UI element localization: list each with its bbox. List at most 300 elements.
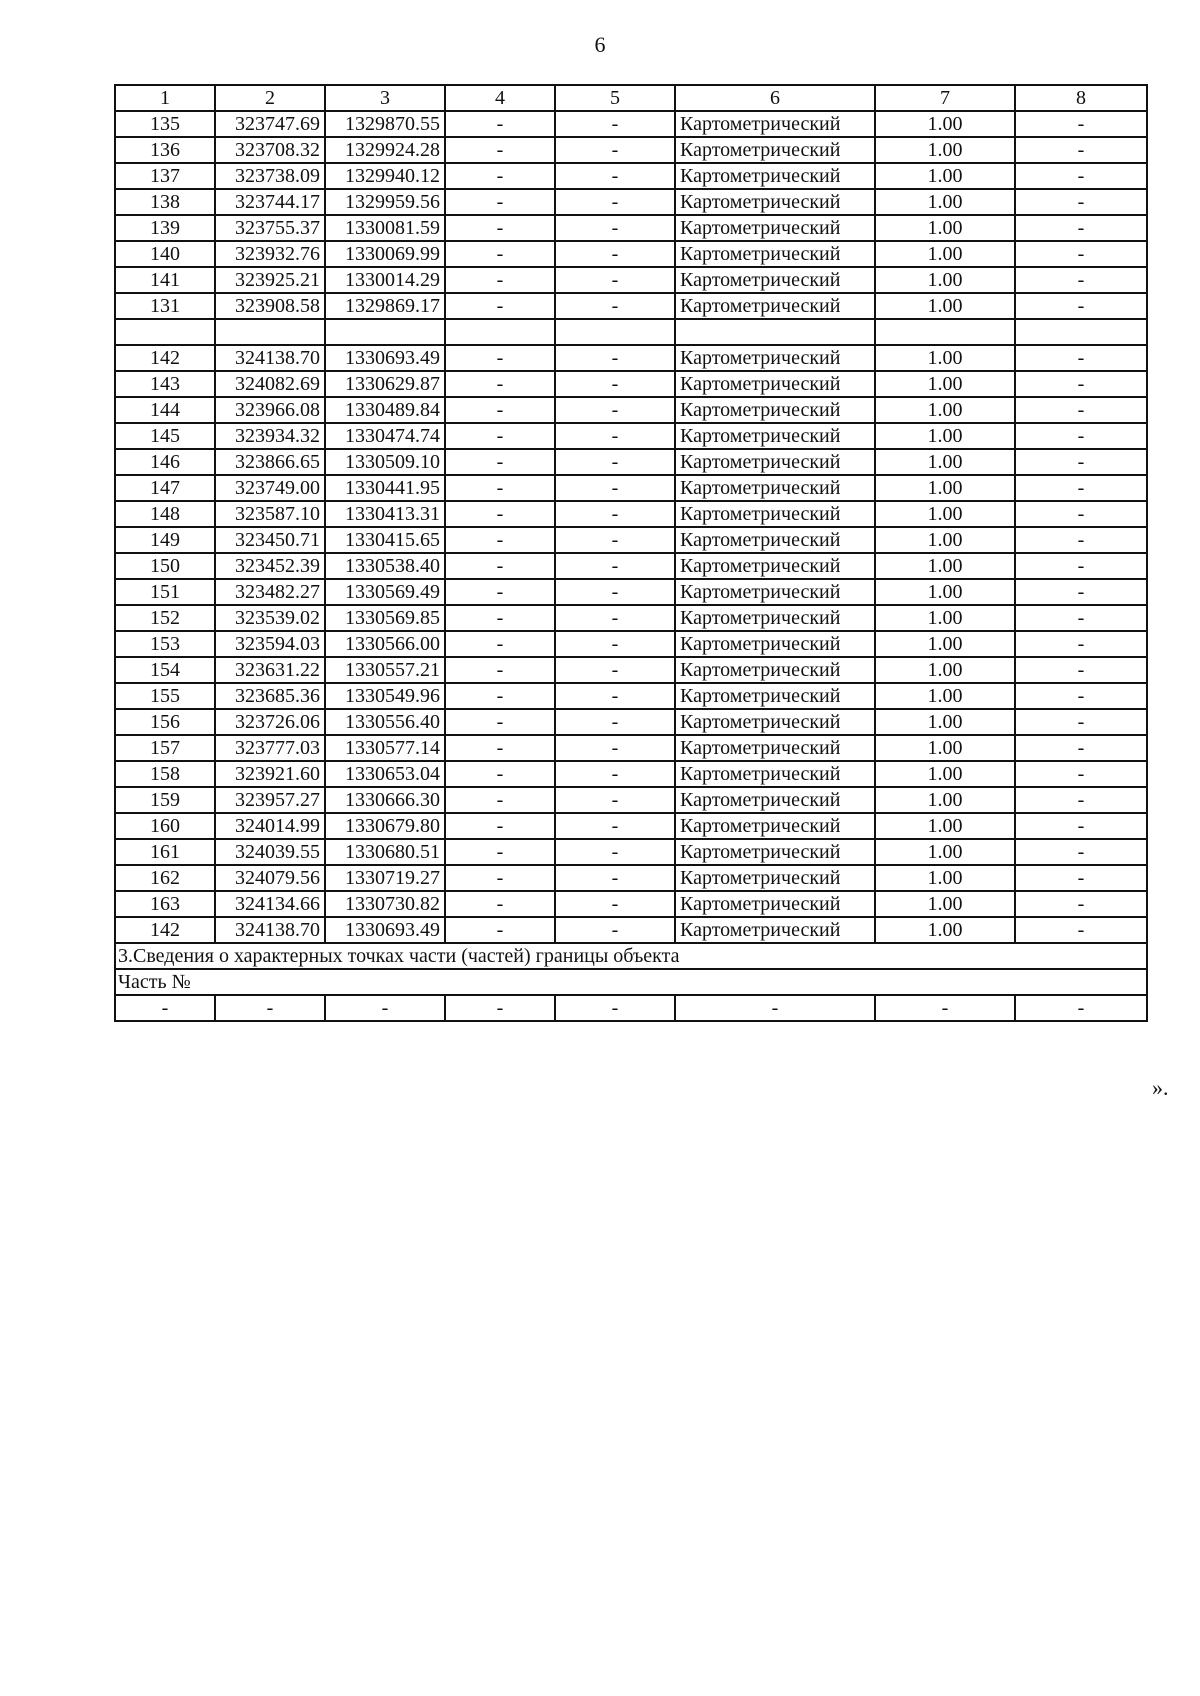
header-cell: 8 xyxy=(1015,85,1147,111)
col-5-cell: - xyxy=(555,449,675,475)
empty-cell xyxy=(675,319,875,345)
point-number-cell: 153 xyxy=(115,631,215,657)
col-4-cell: - xyxy=(445,683,555,709)
part-cell: - xyxy=(555,995,675,1021)
header-cell: 1 xyxy=(115,85,215,111)
col-8-cell: - xyxy=(1015,579,1147,605)
col-4-cell: - xyxy=(445,241,555,267)
accuracy-cell: 1.00 xyxy=(875,397,1015,423)
col-8-cell: - xyxy=(1015,683,1147,709)
method-cell: Картометрический xyxy=(675,397,875,423)
col-8-cell: - xyxy=(1015,527,1147,553)
col-5-cell: - xyxy=(555,683,675,709)
col-5-cell: - xyxy=(555,917,675,943)
part-cell: - xyxy=(875,995,1015,1021)
table-row xyxy=(115,683,1147,709)
col-4-cell: - xyxy=(445,579,555,605)
method-cell: Картометрический xyxy=(675,709,875,735)
col-8-cell: - xyxy=(1015,449,1147,475)
method-cell: Картометрический xyxy=(675,631,875,657)
method-cell: Картометрический xyxy=(675,527,875,553)
accuracy-cell: 1.00 xyxy=(875,527,1015,553)
col-4-cell: - xyxy=(445,891,555,917)
point-number-cell: 146 xyxy=(115,449,215,475)
table-row xyxy=(115,631,1147,657)
empty-cell xyxy=(115,319,215,345)
col-5-cell: - xyxy=(555,189,675,215)
col-8-cell: - xyxy=(1015,631,1147,657)
col-8-cell: - xyxy=(1015,293,1147,319)
col-8-cell: - xyxy=(1015,501,1147,527)
point-number-cell: 150 xyxy=(115,553,215,579)
method-cell: Картометрический xyxy=(675,553,875,579)
table-row xyxy=(115,267,1147,293)
header-cell: 4 xyxy=(445,85,555,111)
accuracy-cell: 1.00 xyxy=(875,735,1015,761)
col-4-cell: - xyxy=(445,345,555,371)
method-cell: Картометрический xyxy=(675,241,875,267)
accuracy-cell: 1.00 xyxy=(875,553,1015,579)
accuracy-cell: 1.00 xyxy=(875,865,1015,891)
col-5-cell: - xyxy=(555,709,675,735)
coord-x-cell: 323631.22 xyxy=(215,657,325,683)
col-8-cell: - xyxy=(1015,787,1147,813)
point-number-cell: 158 xyxy=(115,761,215,787)
coord-y-cell: 1330693.49 xyxy=(325,917,445,943)
coord-y-cell: 1330569.85 xyxy=(325,605,445,631)
coord-x-cell: 323685.36 xyxy=(215,683,325,709)
col-5-cell: - xyxy=(555,163,675,189)
coord-x-cell: 324082.69 xyxy=(215,371,325,397)
coord-y-cell: 1330653.04 xyxy=(325,761,445,787)
col-8-cell: - xyxy=(1015,241,1147,267)
method-cell: Картометрический xyxy=(675,839,875,865)
table-row xyxy=(115,111,1147,137)
accuracy-cell: 1.00 xyxy=(875,241,1015,267)
coord-x-cell: 323749.00 xyxy=(215,475,325,501)
header-cell: 3 xyxy=(325,85,445,111)
accuracy-cell: 1.00 xyxy=(875,215,1015,241)
method-cell: Картометрический xyxy=(675,189,875,215)
accuracy-cell: 1.00 xyxy=(875,813,1015,839)
col-4-cell: - xyxy=(445,553,555,579)
accuracy-cell: 1.00 xyxy=(875,579,1015,605)
accuracy-cell: 1.00 xyxy=(875,683,1015,709)
table-row xyxy=(115,345,1147,371)
table-row xyxy=(115,215,1147,241)
col-8-cell: - xyxy=(1015,163,1147,189)
coord-x-cell: 323934.32 xyxy=(215,423,325,449)
method-cell: Картометрический xyxy=(675,371,875,397)
col-5-cell: - xyxy=(555,839,675,865)
coord-x-cell: 323452.39 xyxy=(215,553,325,579)
col-8-cell: - xyxy=(1015,475,1147,501)
empty-cell xyxy=(875,319,1015,345)
header-cell: 2 xyxy=(215,85,325,111)
table-row xyxy=(115,657,1147,683)
coord-y-cell: 1330556.40 xyxy=(325,709,445,735)
point-number-cell: 144 xyxy=(115,397,215,423)
col-4-cell: - xyxy=(445,631,555,657)
col-4-cell: - xyxy=(445,917,555,943)
col-4-cell: - xyxy=(445,501,555,527)
col-8-cell: - xyxy=(1015,137,1147,163)
point-number-cell: 142 xyxy=(115,345,215,371)
coord-x-cell: 324134.66 xyxy=(215,891,325,917)
table-row xyxy=(115,527,1147,553)
table-row xyxy=(115,189,1147,215)
accuracy-cell: 1.00 xyxy=(875,267,1015,293)
col-8-cell: - xyxy=(1015,865,1147,891)
col-8-cell: - xyxy=(1015,553,1147,579)
col-5-cell: - xyxy=(555,345,675,371)
col-5-cell: - xyxy=(555,761,675,787)
coord-y-cell: 1330566.00 xyxy=(325,631,445,657)
col-5-cell: - xyxy=(555,605,675,631)
col-4-cell: - xyxy=(445,449,555,475)
part-cell: - xyxy=(325,995,445,1021)
point-number-cell: 152 xyxy=(115,605,215,631)
coord-x-cell: 323755.37 xyxy=(215,215,325,241)
point-number-cell: 145 xyxy=(115,423,215,449)
coord-y-cell: 1330413.31 xyxy=(325,501,445,527)
coord-x-cell: 323747.69 xyxy=(215,111,325,137)
point-number-cell: 141 xyxy=(115,267,215,293)
col-8-cell: - xyxy=(1015,605,1147,631)
method-cell: Картометрический xyxy=(675,423,875,449)
col-4-cell: - xyxy=(445,371,555,397)
point-number-cell: 161 xyxy=(115,839,215,865)
coord-y-cell: 1329959.56 xyxy=(325,189,445,215)
coord-x-cell: 323539.02 xyxy=(215,605,325,631)
accuracy-cell: 1.00 xyxy=(875,475,1015,501)
accuracy-cell: 1.00 xyxy=(875,761,1015,787)
table-row xyxy=(115,475,1147,501)
accuracy-cell: 1.00 xyxy=(875,293,1015,319)
coord-y-cell: 1330577.14 xyxy=(325,735,445,761)
method-cell: Картометрический xyxy=(675,163,875,189)
accuracy-cell: 1.00 xyxy=(875,917,1015,943)
method-cell: Картометрический xyxy=(675,137,875,163)
table-row xyxy=(115,163,1147,189)
accuracy-cell: 1.00 xyxy=(875,371,1015,397)
col-8-cell: - xyxy=(1015,657,1147,683)
point-number-cell: 154 xyxy=(115,657,215,683)
table-row xyxy=(115,501,1147,527)
table-body xyxy=(115,85,1147,1021)
col-5-cell: - xyxy=(555,579,675,605)
col-5-cell: - xyxy=(555,865,675,891)
col-5-cell: - xyxy=(555,657,675,683)
col-8-cell: - xyxy=(1015,813,1147,839)
col-5-cell: - xyxy=(555,215,675,241)
coord-x-cell: 323966.08 xyxy=(215,397,325,423)
point-number-cell: 140 xyxy=(115,241,215,267)
accuracy-cell: 1.00 xyxy=(875,631,1015,657)
point-number-cell: 137 xyxy=(115,163,215,189)
table-row xyxy=(115,813,1147,839)
col-8-cell: - xyxy=(1015,423,1147,449)
col-5-cell: - xyxy=(555,111,675,137)
coord-y-cell: 1330569.49 xyxy=(325,579,445,605)
point-number-cell: 138 xyxy=(115,189,215,215)
point-number-cell: 157 xyxy=(115,735,215,761)
method-cell: Картометрический xyxy=(675,345,875,371)
col-5-cell: - xyxy=(555,553,675,579)
col-4-cell: - xyxy=(445,163,555,189)
closing-quote: ». xyxy=(1152,1075,1169,1100)
method-cell: Картометрический xyxy=(675,605,875,631)
method-cell: Картометрический xyxy=(675,579,875,605)
header-cell: 5 xyxy=(555,85,675,111)
coord-y-cell: 1329940.12 xyxy=(325,163,445,189)
coord-y-cell: 1330719.27 xyxy=(325,865,445,891)
coord-y-cell: 1329870.55 xyxy=(325,111,445,137)
col-4-cell: - xyxy=(445,267,555,293)
col-8-cell: - xyxy=(1015,761,1147,787)
coordinates-table xyxy=(114,84,1148,1022)
col-4-cell: - xyxy=(445,865,555,891)
table-row xyxy=(115,917,1147,943)
accuracy-cell: 1.00 xyxy=(875,839,1015,865)
col-8-cell: - xyxy=(1015,189,1147,215)
accuracy-cell: 1.00 xyxy=(875,501,1015,527)
point-number-cell: 151 xyxy=(115,579,215,605)
col-4-cell: - xyxy=(445,293,555,319)
part-cell: - xyxy=(1015,995,1147,1021)
col-4-cell: - xyxy=(445,605,555,631)
col-8-cell: - xyxy=(1015,397,1147,423)
point-number-cell: 155 xyxy=(115,683,215,709)
table-row xyxy=(115,579,1147,605)
point-number-cell: 136 xyxy=(115,137,215,163)
col-4-cell: - xyxy=(445,657,555,683)
method-cell: Картометрический xyxy=(675,787,875,813)
coord-y-cell: 1330441.95 xyxy=(325,475,445,501)
method-cell: Картометрический xyxy=(675,475,875,501)
page-number: 6 xyxy=(594,32,606,57)
point-number-cell: 147 xyxy=(115,475,215,501)
method-cell: Картометрический xyxy=(675,111,875,137)
header-cell: 7 xyxy=(875,85,1015,111)
coord-y-cell: 1330081.59 xyxy=(325,215,445,241)
coord-x-cell: 323957.27 xyxy=(215,787,325,813)
table-row xyxy=(115,449,1147,475)
col-4-cell: - xyxy=(445,189,555,215)
table-row xyxy=(115,423,1147,449)
coord-x-cell: 324014.99 xyxy=(215,813,325,839)
point-number-cell: 142 xyxy=(115,917,215,943)
col-5-cell: - xyxy=(555,475,675,501)
col-4-cell: - xyxy=(445,735,555,761)
method-cell: Картометрический xyxy=(675,761,875,787)
table-row xyxy=(115,787,1147,813)
empty-cell xyxy=(555,319,675,345)
accuracy-cell: 1.00 xyxy=(875,449,1015,475)
coord-x-cell: 323921.60 xyxy=(215,761,325,787)
table-row xyxy=(115,761,1147,787)
coord-x-cell: 323708.32 xyxy=(215,137,325,163)
empty-cell xyxy=(1015,319,1147,345)
part-cell: - xyxy=(675,995,875,1021)
col-4-cell: - xyxy=(445,423,555,449)
coord-x-cell: 324138.70 xyxy=(215,917,325,943)
coord-x-cell: 323482.27 xyxy=(215,579,325,605)
accuracy-cell: 1.00 xyxy=(875,111,1015,137)
coord-x-cell: 323777.03 xyxy=(215,735,325,761)
col-8-cell: - xyxy=(1015,839,1147,865)
col-8-cell: - xyxy=(1015,891,1147,917)
coord-y-cell: 1329869.17 xyxy=(325,293,445,319)
table-row xyxy=(115,891,1147,917)
part-label-row xyxy=(115,969,1147,995)
col-8-cell: - xyxy=(1015,267,1147,293)
part-cell: - xyxy=(445,995,555,1021)
coord-x-cell: 323450.71 xyxy=(215,527,325,553)
table-row xyxy=(115,137,1147,163)
point-number-cell: 162 xyxy=(115,865,215,891)
point-number-cell: 143 xyxy=(115,371,215,397)
coord-x-cell: 323587.10 xyxy=(215,501,325,527)
col-5-cell: - xyxy=(555,735,675,761)
part-cell: - xyxy=(215,995,325,1021)
col-5-cell: - xyxy=(555,813,675,839)
section-title-row xyxy=(115,943,1147,969)
col-5-cell: - xyxy=(555,397,675,423)
coord-y-cell: 1330679.80 xyxy=(325,813,445,839)
part-label: Часть № xyxy=(115,969,1147,995)
table-row xyxy=(115,293,1147,319)
col-4-cell: - xyxy=(445,527,555,553)
method-cell: Картометрический xyxy=(675,683,875,709)
coord-x-cell: 323744.17 xyxy=(215,189,325,215)
col-8-cell: - xyxy=(1015,345,1147,371)
point-number-cell: 148 xyxy=(115,501,215,527)
coord-x-cell: 323726.06 xyxy=(215,709,325,735)
method-cell: Картометрический xyxy=(675,449,875,475)
method-cell: Картометрический xyxy=(675,293,875,319)
coord-x-cell: 323738.09 xyxy=(215,163,325,189)
method-cell: Картометрический xyxy=(675,865,875,891)
accuracy-cell: 1.00 xyxy=(875,657,1015,683)
col-8-cell: - xyxy=(1015,735,1147,761)
table-row xyxy=(115,241,1147,267)
coord-x-cell: 323594.03 xyxy=(215,631,325,657)
point-number-cell: 135 xyxy=(115,111,215,137)
coord-y-cell: 1330557.21 xyxy=(325,657,445,683)
separator-row xyxy=(115,319,1147,345)
empty-cell xyxy=(215,319,325,345)
coord-x-cell: 324079.56 xyxy=(215,865,325,891)
accuracy-cell: 1.00 xyxy=(875,605,1015,631)
col-5-cell: - xyxy=(555,267,675,293)
coord-x-cell: 323866.65 xyxy=(215,449,325,475)
coord-y-cell: 1330069.99 xyxy=(325,241,445,267)
accuracy-cell: 1.00 xyxy=(875,137,1015,163)
accuracy-cell: 1.00 xyxy=(875,189,1015,215)
header-cell: 6 xyxy=(675,85,875,111)
point-number-cell: 131 xyxy=(115,293,215,319)
method-cell: Картометрический xyxy=(675,215,875,241)
col-5-cell: - xyxy=(555,631,675,657)
header-row xyxy=(115,85,1147,111)
point-number-cell: 139 xyxy=(115,215,215,241)
accuracy-cell: 1.00 xyxy=(875,891,1015,917)
accuracy-cell: 1.00 xyxy=(875,163,1015,189)
col-5-cell: - xyxy=(555,501,675,527)
part-row xyxy=(115,995,1147,1021)
col-4-cell: - xyxy=(445,111,555,137)
point-number-cell: 149 xyxy=(115,527,215,553)
coord-x-cell: 324039.55 xyxy=(215,839,325,865)
method-cell: Картометрический xyxy=(675,891,875,917)
col-8-cell: - xyxy=(1015,709,1147,735)
col-8-cell: - xyxy=(1015,215,1147,241)
col-4-cell: - xyxy=(445,761,555,787)
part-cell: - xyxy=(115,995,215,1021)
coord-y-cell: 1329924.28 xyxy=(325,137,445,163)
coord-x-cell: 324138.70 xyxy=(215,345,325,371)
col-5-cell: - xyxy=(555,787,675,813)
coord-y-cell: 1330549.96 xyxy=(325,683,445,709)
coord-y-cell: 1330538.40 xyxy=(325,553,445,579)
coord-y-cell: 1330693.49 xyxy=(325,345,445,371)
method-cell: Картометрический xyxy=(675,501,875,527)
method-cell: Картометрический xyxy=(675,267,875,293)
point-number-cell: 160 xyxy=(115,813,215,839)
table-row xyxy=(115,371,1147,397)
coord-y-cell: 1330014.29 xyxy=(325,267,445,293)
accuracy-cell: 1.00 xyxy=(875,345,1015,371)
accuracy-cell: 1.00 xyxy=(875,709,1015,735)
col-8-cell: - xyxy=(1015,371,1147,397)
accuracy-cell: 1.00 xyxy=(875,423,1015,449)
coord-x-cell: 323932.76 xyxy=(215,241,325,267)
col-4-cell: - xyxy=(445,397,555,423)
coord-y-cell: 1330666.30 xyxy=(325,787,445,813)
col-4-cell: - xyxy=(445,839,555,865)
col-4-cell: - xyxy=(445,787,555,813)
coord-y-cell: 1330730.82 xyxy=(325,891,445,917)
coord-x-cell: 323925.21 xyxy=(215,267,325,293)
table-row xyxy=(115,709,1147,735)
coord-y-cell: 1330680.51 xyxy=(325,839,445,865)
table-row xyxy=(115,865,1147,891)
method-cell: Картометрический xyxy=(675,735,875,761)
coord-y-cell: 1330474.74 xyxy=(325,423,445,449)
empty-cell xyxy=(325,319,445,345)
coord-y-cell: 1330509.10 xyxy=(325,449,445,475)
empty-cell xyxy=(445,319,555,345)
point-number-cell: 159 xyxy=(115,787,215,813)
coord-y-cell: 1330629.87 xyxy=(325,371,445,397)
coord-y-cell: 1330489.84 xyxy=(325,397,445,423)
table-row xyxy=(115,839,1147,865)
col-5-cell: - xyxy=(555,423,675,449)
col-5-cell: - xyxy=(555,293,675,319)
accuracy-cell: 1.00 xyxy=(875,787,1015,813)
point-number-cell: 163 xyxy=(115,891,215,917)
col-4-cell: - xyxy=(445,709,555,735)
table-row xyxy=(115,605,1147,631)
col-8-cell: - xyxy=(1015,111,1147,137)
col-5-cell: - xyxy=(555,137,675,163)
col-8-cell: - xyxy=(1015,917,1147,943)
method-cell: Картометрический xyxy=(675,657,875,683)
coord-x-cell: 323908.58 xyxy=(215,293,325,319)
method-cell: Картометрический xyxy=(675,813,875,839)
col-4-cell: - xyxy=(445,215,555,241)
